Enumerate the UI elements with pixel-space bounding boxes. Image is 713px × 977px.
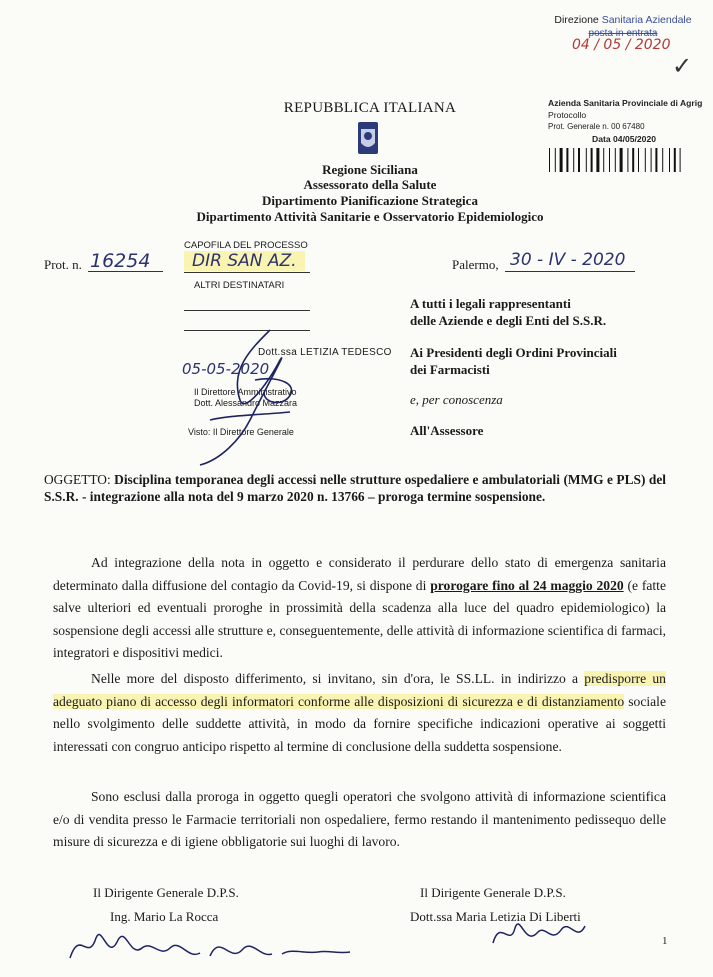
header-region: Regione Siciliana [322,162,418,177]
right-signer-name: Dott.ssa Maria Letizia Di Liberti [410,909,581,924]
oggetto-text: Disciplina temporanea degli accessi nelle strutture ospedaliere e ambulatoriali (MMG e PLS) del S.S.R. - integrazione alla nota del 9 marzo 2020 n. 13766 – proroga termine sospensione. [44,472,666,504]
amm-name: Dott. Alessandro Mazzara [194,398,298,408]
emblem-icon [357,121,379,155]
protocol-box [548,97,713,145]
recipient-1a: A tutti i legali rappresentanti [410,296,571,311]
header-dept1: Dipartimento Pianificazione Strategica [262,193,478,208]
altri-label: ALTRI DESTINATARI [194,280,285,291]
stamp-date: 04 / 05 / 2020 [572,37,671,53]
prot-label: Prot. n. [44,257,82,272]
date-line [505,271,635,272]
dott-label: Dott.ssa LETIZIA TEDESCO [258,347,392,358]
left-signer-name: Ing. Mario La Rocca [110,909,219,924]
prot-number-line [88,271,163,272]
p2-highlight: predisporre un adeguato piano di accesso degli informatori conforme alle disposizioni di sicurezza e di distanziamento [53,671,666,709]
body-paragraph-3 [53,786,666,854]
handwritten-signature-top [170,320,320,470]
oggetto-label: OGGETTO: [44,472,111,487]
protocol-number: Prot. Generale n. 00 67480 [548,122,645,131]
header-dept2: Dipartimento Attività Sanitarie e Osservatorio Epidemiologico [196,209,544,224]
prot-number: 16254 [90,250,151,272]
p2-text-a: Nelle more del disposto differimento, si invitano, sin d'ora, le SS.LL. in indirizzo a [91,671,585,686]
body-paragraph-2 [53,668,666,758]
p1-text-a: Ad integrazione della nota in oggetto e considerato il perdurare dello stato di emergenza sanitaria determinato dalla diffusione del contagio da Covid-19, si dispone di [53,555,666,593]
visto-label: Visto: Il Direttore Generale [188,427,294,437]
handwritten-signature-right [485,908,595,953]
protocol-label: Protocollo [548,110,587,120]
right-signer-title: Il Dirigente Generale D.P.S. [420,885,566,900]
p3-text: Sono esclusi dalla proroga in oggetto quegli operatori che svolgono attività di informazione scientifica e/o di vendita presso le Farmacie territoriali non ospedaliere, fermo restando il mantenimento pedissequo delle misure di sicurezza e di igiene obbligatorie sui luoghi di lavoro. [53,789,666,850]
capofila-value: DIR SAN AZ. [184,251,305,271]
p1-text-c: (e fatte salve ulteriori ed eventuali proroghe in prossimità della scadenza alla luce del quadro epidemiologico) la sospensione degli accessi alle strutture e, conseguentemente, delle attività di informazione scientifica di farmaci, integratori e dispositivi medici. [53,577,666,661]
protocol-date: Data 04/05/2020 [592,134,657,144]
stamp-line2: posta in entrata [588,28,658,39]
stamp-colored: Sanitaria Aziendale [601,14,692,26]
place-label: Palermo, [452,257,499,272]
header-assessorato: Assessorato della Salute [303,177,437,192]
stamp-line1 [538,14,708,27]
letter-date: 30 - IV - 2020 [510,250,626,270]
oggetto [44,472,666,505]
p2-text-c: sociale nello svolgimento delle suddette attività, in modo da fornire specifiche indicazioni operative ai soggetti interessati con congruo anticipo rispetto al termine di conclusione della suddetta sospensione. [53,693,666,754]
capofila-label: CAPOFILA DEL PROCESSO [184,240,308,251]
check-mark: ✓ [672,52,693,80]
protocol-org: Azienda Sanitaria Provinciale di Agrig [548,98,703,108]
left-signer-title: Il Dirigente Generale D.P.S. [93,885,239,900]
hand-date: 05-05-2020 [182,360,270,378]
barcode [549,148,709,174]
amm-title: Il Direttore Amministrativo [194,387,297,397]
republic-title: REPUBBLICA ITALIANA [283,100,457,116]
body-paragraph-1 [53,552,666,665]
recipient-2b: dei Farmacisti [410,362,490,377]
recipient-cc: e, per conoscenza [410,392,503,407]
p1-highlight: prorogare fino al 24 maggio 2020 [430,577,624,593]
recipient-1b: delle Aziende e degli Enti del S.S.R. [410,313,607,328]
handwritten-signature-left [60,918,360,973]
recipient-2a: Ai Presidenti degli Ordini Provinciali [410,345,617,360]
altri-line-1 [184,310,310,311]
recipient-assessore: All'Assessore [410,423,484,438]
page-number: 1 [662,935,668,947]
stamp-prefix: Direzione [554,14,602,26]
capofila-line [184,272,310,273]
